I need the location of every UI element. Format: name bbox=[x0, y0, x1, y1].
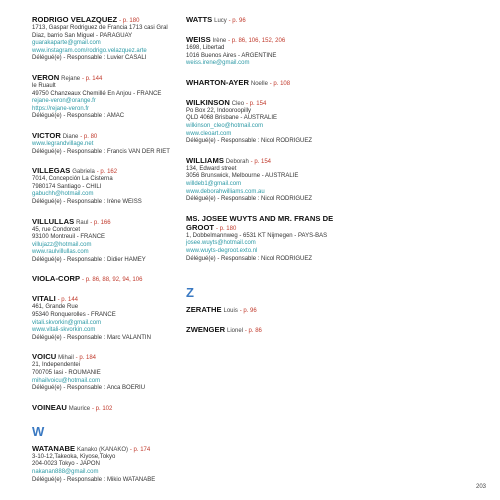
page-reference: - p. 96 bbox=[239, 308, 257, 315]
entry-heading bbox=[186, 16, 336, 25]
entry-heading bbox=[186, 306, 336, 315]
address-line: 7980174 Santiago - CHILI bbox=[32, 183, 102, 190]
directory-entry bbox=[186, 157, 336, 204]
entry-heading bbox=[32, 74, 174, 83]
contact-link[interactable]: www.raulvillullas.com bbox=[32, 249, 89, 256]
directory-entry bbox=[32, 445, 174, 484]
contact-link[interactable]: wilkinson_cleo@hotmail.com bbox=[186, 122, 264, 129]
page-reference: - p. 86 bbox=[244, 328, 262, 335]
entry-heading bbox=[186, 99, 336, 108]
artist-given-name: Lucy bbox=[214, 18, 227, 24]
artist-name: VILLULLAS bbox=[32, 216, 75, 226]
artist-given-name: Maurice bbox=[68, 405, 91, 412]
page-reference: - p. 144 bbox=[57, 297, 78, 304]
artist-name: ZERATHE bbox=[186, 305, 222, 315]
contact-link[interactable]: vitali.skvorkin@gmail.com bbox=[32, 319, 102, 326]
artist-name: WHARTON-AYER bbox=[186, 77, 250, 87]
contact-link[interactable]: weiss.irene@gmail.com bbox=[186, 60, 250, 67]
entry-heading bbox=[32, 275, 174, 284]
address-line: 1, Dobbelmannweg - 6531 KT Nijmegen - PAYS-BAS bbox=[186, 232, 328, 239]
address-line: 3056 Brunswick, Melbourne - AUSTRALIE bbox=[186, 173, 299, 180]
artist-name: WATANABE bbox=[32, 443, 76, 453]
contact-link[interactable]: www.cleoart.com bbox=[186, 130, 232, 137]
address-line: Délégué(e) - Responsable : Didier HAMEY bbox=[32, 256, 146, 263]
address-line: QLD 4068 Brisbane - AUSTRALIE bbox=[186, 115, 278, 122]
entry-heading bbox=[32, 353, 174, 362]
directory-entry bbox=[186, 326, 336, 335]
artist-given-name: Diane bbox=[62, 133, 79, 140]
contact-link[interactable]: www.legrandvillage.net bbox=[32, 140, 94, 147]
artist-name: VICTOR bbox=[32, 130, 61, 140]
address-line: 204-0023 Tokyo - JAPON bbox=[32, 461, 100, 468]
directory-entry bbox=[186, 79, 336, 88]
address-line: 461, Grande Rue bbox=[32, 304, 79, 311]
entry-heading bbox=[32, 218, 174, 227]
right-column bbox=[186, 16, 336, 346]
contact-link[interactable]: www.deborahwilliams.com.au bbox=[186, 188, 265, 195]
address-line: 1016 Buenos Aires - ARGENTINE bbox=[186, 52, 277, 59]
address-line: Diaz, barrio San Miguel - PARAGUAY bbox=[32, 32, 133, 39]
page-reference: - p. 162 bbox=[96, 169, 118, 176]
directory-entry bbox=[32, 295, 174, 342]
artist-name: VIOLA-CORP bbox=[32, 274, 81, 284]
entry-heading bbox=[186, 215, 336, 233]
page-reference: - p. 144 bbox=[81, 75, 103, 82]
address-line: 93100 Montreuil - FRANCE bbox=[32, 234, 106, 241]
directory-entry bbox=[32, 74, 174, 121]
address-line: Délégué(e) - Responsable : Irène WEISS bbox=[32, 198, 142, 205]
artist-given-name: Louis bbox=[223, 308, 238, 315]
artist-given-name: Lionel bbox=[227, 328, 244, 335]
page-reference: - p. 86, 106, 152, 206 bbox=[228, 38, 286, 44]
contact-link[interactable]: www.vitali-skvorkin.com bbox=[32, 327, 96, 334]
entry-heading bbox=[186, 157, 336, 166]
contact-link[interactable]: https://rejane-veron.fr bbox=[32, 105, 90, 112]
address-line: 1698, Libertad bbox=[186, 45, 225, 51]
entry-heading bbox=[32, 132, 174, 141]
directory-entry bbox=[32, 167, 174, 206]
directory-entry bbox=[186, 99, 336, 146]
contact-link[interactable]: mihailvoicu@hotmail.com bbox=[32, 377, 101, 384]
contact-link[interactable]: www.instagram.com/rodrigo.velazquez.arte bbox=[32, 47, 147, 54]
entry-heading bbox=[186, 36, 336, 45]
artist-name: VILLEGAS bbox=[32, 166, 71, 176]
address-line: Délégué(e) - Responsable : AMAC bbox=[32, 113, 125, 120]
contact-link[interactable]: rejane-veron@orange.fr bbox=[32, 98, 96, 105]
directory-entry bbox=[186, 16, 336, 25]
entry-heading bbox=[32, 167, 174, 176]
directory-entry bbox=[32, 16, 174, 63]
address-line: 1713, Gaspar Rodriguez de Francia 1713 casi Gral bbox=[32, 25, 168, 31]
page-reference: - p. 154 bbox=[245, 100, 267, 107]
entry-heading bbox=[32, 404, 174, 413]
entry-heading bbox=[32, 295, 174, 304]
w-entries-list bbox=[32, 445, 174, 484]
contact-link[interactable]: www.wuyts-degroot.exto.nl bbox=[186, 247, 258, 254]
directory-entry bbox=[186, 36, 336, 68]
address-line: 3-10-12,Takeoka, Kiyose,Tokyo bbox=[32, 453, 116, 460]
artist-name: MS. JOSEE WUYTS AND MR. FRANS DE GROOT bbox=[186, 213, 334, 232]
page-reference: - p. 166 bbox=[90, 219, 111, 226]
directory-entry bbox=[32, 353, 174, 392]
section-letter-w: W bbox=[32, 423, 45, 439]
artist-name: RODRIGO VELAZQUEZ bbox=[32, 15, 118, 24]
page-reference: - p. 154 bbox=[250, 158, 272, 165]
address-line: Délégué(e) - Responsable : Nicol RODRIGUEZ bbox=[186, 255, 313, 262]
left-column bbox=[32, 16, 174, 495]
artist-name: VOICU bbox=[32, 352, 57, 362]
artist-given-name: Kanako (KANAKO) bbox=[77, 446, 129, 453]
directory-entry bbox=[32, 404, 174, 413]
address-line: Délégué(e) - Responsable : Francis VAN DER RIET bbox=[32, 148, 170, 155]
page-reference: - p. 180 bbox=[215, 225, 237, 232]
page-reference: - p. 86, 88, 92, 94, 106 bbox=[82, 277, 143, 284]
artist-name: WILKINSON bbox=[186, 97, 230, 107]
section-letter-z: Z bbox=[186, 285, 194, 301]
artist-name: VITALI bbox=[32, 294, 56, 304]
address-line: Délégué(e) - Responsable : Nicol RODRIGUEZ bbox=[186, 196, 313, 203]
left-entries-list bbox=[32, 16, 174, 413]
directory-entry bbox=[186, 306, 336, 315]
artist-name: VOINEAU bbox=[32, 402, 67, 412]
address-line: Délégué(e) - Responsable : Nicol RODRIGUEZ bbox=[186, 138, 313, 145]
z-entries-list bbox=[186, 306, 336, 335]
address-line: 49750 Chanzeaux Chemillé En Anjou - FRANCE bbox=[32, 90, 162, 97]
artist-name: WILLIAMS bbox=[186, 155, 224, 165]
entry-heading bbox=[32, 16, 174, 25]
address-line: Délégué(e) - Responsable : Mikio WATANABE bbox=[32, 476, 156, 483]
entry-heading bbox=[186, 79, 336, 88]
address-line: Délégué(e) - Responsable : Luvier CASALI bbox=[32, 55, 147, 62]
directory-entry bbox=[32, 275, 174, 284]
address-line: 700705 Iasi - ROUMANIE bbox=[32, 370, 101, 377]
address-line: Délégué(e) - Responsable : Anca BOERIU bbox=[32, 385, 146, 392]
address-line: 21, Independentei bbox=[32, 362, 81, 369]
address-line: 95340 Ronquerolles - FRANCE bbox=[32, 312, 116, 319]
directory-entry bbox=[32, 218, 174, 265]
entry-heading bbox=[186, 326, 336, 335]
address-line: 7014, Concepción La Cisterna bbox=[32, 176, 113, 183]
artist-given-name: Raul bbox=[76, 219, 89, 226]
address-line: 134, Edward street bbox=[186, 165, 237, 172]
artist-given-name: Rejane bbox=[61, 75, 81, 82]
contact-link[interactable]: josee.wuyts@hotmail.com bbox=[186, 240, 256, 247]
artist-given-name: Mihail bbox=[58, 355, 74, 362]
contact-link[interactable]: gabuchh@hotmail.com bbox=[32, 191, 94, 198]
artist-given-name: Gabriela bbox=[72, 169, 95, 176]
page-reference: - p. 108 bbox=[269, 80, 291, 87]
artist-given-name: Cleo bbox=[231, 100, 245, 107]
address-line: Po Box 22, Indooroopilly bbox=[186, 107, 252, 114]
page-number: 203 bbox=[475, 484, 486, 490]
page-reference: - p. 174 bbox=[129, 446, 151, 453]
artist-name: ZWENGER bbox=[186, 325, 226, 335]
address-line: Délégué(e) - Responsable : Marc VALANTIN bbox=[32, 334, 151, 341]
address-line: le Ruault bbox=[32, 82, 56, 89]
page-reference: - p. 80 bbox=[80, 133, 98, 140]
contact-link[interactable]: nakanan888@gmail.com bbox=[32, 469, 99, 475]
page-reference: - p. 184 bbox=[75, 355, 97, 362]
contact-link[interactable]: villujazz@hotmail.com bbox=[32, 241, 92, 248]
artist-given-name: Noelle bbox=[250, 80, 268, 87]
artist-given-name: Irène bbox=[212, 38, 227, 44]
artist-name: VERON bbox=[32, 72, 60, 82]
artist-name: WEISS bbox=[186, 35, 211, 44]
right-entries-list bbox=[186, 16, 336, 263]
address-line: 45, rue Condorcet bbox=[32, 226, 81, 233]
directory-entry bbox=[186, 215, 336, 263]
contact-link[interactable]: willdeb1@gmail.com bbox=[186, 180, 242, 187]
contact-link[interactable]: guarakaparte@gmail.com bbox=[32, 40, 101, 47]
directory-entry bbox=[32, 132, 174, 156]
page-reference: - p. 102 bbox=[91, 405, 113, 412]
entry-heading bbox=[32, 445, 174, 454]
artist-name: WATTS bbox=[186, 15, 213, 24]
artist-given-name: Deborah bbox=[225, 158, 249, 165]
page-reference: - p. 180 bbox=[119, 18, 140, 24]
page-reference: - p. 96 bbox=[228, 18, 246, 24]
